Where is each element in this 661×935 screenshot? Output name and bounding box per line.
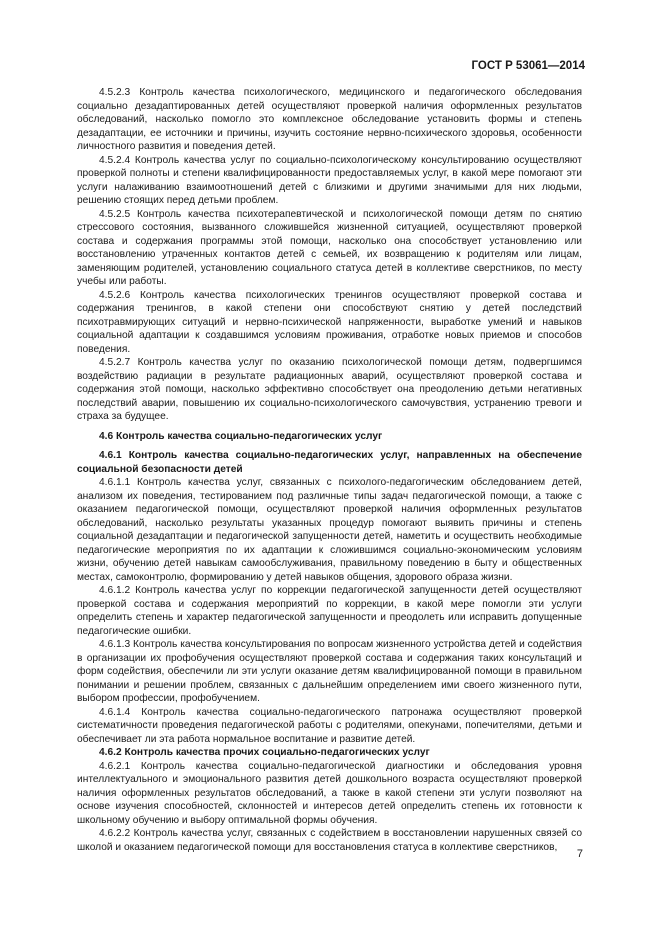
paragraph-4-5-2-4: 4.5.2.4 Контроль качества услуг по социально-психологическому консультированию осуществляют проверкой полноты и степени квалифицированности предоставляемых услуг, в какой мере помогают эти услуги налаживанию взаимоотношений детей с близкими и другими значимыми для них людьми, решению стоящих перед детьми проблем. (77, 154, 582, 206)
paragraph-4-6-2-2: 4.6.2.2 Контроль качества услуг, связанных с содействием в восстановлении нарушенных связей со школой и оказанием педагогической помощи для восстановления статуса в коллективе сверстников, (77, 828, 582, 853)
paragraph-4-5-2-5: 4.5.2.5 Контроль качества психотерапевтической и психологической помощи детям по снятию стрессового состояния, вызванного сложившейся жизненной ситуацией, осуществляют проверкой состава и содержания программы этой помощи, насколько она способствует установлению или восстановлению утраченных контактов детей с семьей, их возвращению к родителям или лицам, заменяющим родителей, установлению социального статуса детей в коллективе сверстников, по месту учебы или работы. (77, 208, 582, 287)
section-heading-4-6: 4.6 Контроль качества социально-педагогических услуг (99, 430, 383, 442)
paragraph-4-6-2-1: 4.6.2.1 Контроль качества социально-педагогической диагностики и обследования уровня интеллектуального и эмоционального развития детей дошкольного возраста осуществляют проверкой наличия оформленных результатов обследований, а также в какой степени эти услуги позволяют на основе изучения способностей, склонностей и интересов детей определить степень их готовности к школьному обучению и выбору оптимальной формы обучения. (77, 760, 582, 826)
document-body (77, 86, 582, 854)
subsection-heading-4-6-2: 4.6.2 Контроль качества прочих социально-педагогических услуг (99, 747, 430, 758)
paragraph-4-5-2-6: 4.5.2.6 Контроль качества психологических тренингов осуществляют проверкой состава и содержания тренингов, в какой степени они способствуют снятию у детей последствий психотравмирующих ситуаций и нервно-психической напряженности, выработке умений и навыков социальной адаптации к создавшимся условиям проживания, отработке новых приемов и способов поведения. (77, 289, 582, 355)
subsection-heading-4-6-1: 4.6.1 Контроль качества социально-педагогических услуг, направленных на обеспечение социальной безопасности детей (77, 450, 582, 475)
document-code: ГОСТ Р 53061—2014 (471, 60, 585, 72)
paragraph-4-5-2-7: 4.5.2.7 Контроль качества услуг по оказанию психологической помощи детям, подвергшимся воздействию радиации в результате радиационных аварий, осуществляют проверкой состава и содержания этой помощи, насколько эффективно способствует она преодолению детьми негативных последствий аварии, повышению их социально-психологического самочувствия, устранению тревоги и страха за будущее. (77, 357, 582, 422)
paragraph-4-6-1-4: 4.6.1.4 Контроль качества социально-педагогического патронажа осуществляют проверкой систематичности проведения педагогической работы с родителями, опекунами, попечителями, детьми и обеспечивает ли эта работа нормальное воспитание и развитие детей. (77, 706, 582, 745)
paragraph-4-6-1-2: 4.6.1.2 Контроль качества услуг по коррекции педагогической запущенности детей осуществляют проверкой состава и содержания мероприятий по коррекции, в какой мере помогли эти услуги определить степень и характер педагогической запущенности и преодолеть или исправить допущенные педагогические ошибки. (77, 585, 582, 637)
page-number: 7 (576, 848, 583, 860)
paragraph-4-6-1-1: 4.6.1.1 Контроль качества услуг, связанных с психолого-педагогическим обследованием детей, анализом их поведения, тестированием под различные типы задач педагогической помощи, а также с оказанием педагогической помощи, осуществляют проверкой наличия оформленных результатов обследований, насколько результаты указанных процедур помогают выявить причины и степень социальной дезадаптации и педагогической запущенности детей, наметить и осуществить необходимые педагогические мероприятия по их адаптации к сложившимся социально-экономическим условиям жизни, обучению детей навыкам самообслуживания, правильному поведению в быту и общественных местах, самоконтролю, формированию у детей навыков общения, здорового образа жизни. (77, 477, 582, 583)
paragraph-4-6-1-3: 4.6.1.3 Контроль качества консультирования по вопросам жизненного устройства детей и содействия в организации их профобучения осуществляют проверкой состава и содержания таких консультаций и форм содействия, обеспечили ли эти услуги оказание детям квалифицированной помощи в правильном понимании и решении проблем, связанных с дальнейшим определением ими своего жизненного пути, выбором профессии, профобучением. (77, 639, 582, 704)
paragraph-4-5-2-3: 4.5.2.3 Контроль качества психологического, медицинского и педагогического обследования социально дезадаптированных детей осуществляют проверкой наличия оформленных результатов обследований, насколько помогло это комплексное обследование установить формы и степень дезадаптации, ее источники и причины, изучить состояние нервно-психического здоровья, особенности личностного развития и поведения детей. (77, 87, 582, 152)
